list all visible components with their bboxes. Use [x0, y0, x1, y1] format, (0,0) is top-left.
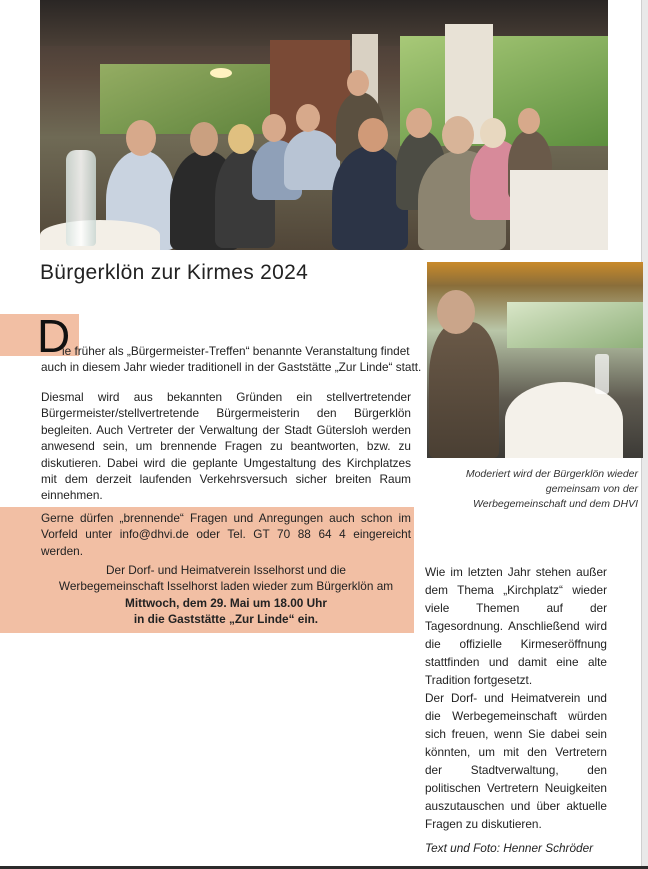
author-credit: Text und Foto: Henner Schröder [425, 841, 594, 855]
invitation-line: Werbegemeinschaft Isselhorst laden wieder zum Bürgerklön am [58, 579, 394, 594]
photo-caption [432, 467, 638, 512]
invitation-text [41, 562, 411, 628]
drop-cap: D [37, 310, 71, 362]
article-title: Bürgerklön zur Kirmes 2024 [40, 261, 309, 284]
right-paragraph: Der Dorf- und Heimatverein und die Werbegemeinschaft würden sich freuen, wenn Sie dabei sein könnten, um mit den Vertretern der Stadtverwaltung, den politischen Vertretern Neuigkeiten auszutauschen und über aktuelle Fragen zu diskutieren. [425, 691, 607, 831]
caption-line: Moderiert wird der Bürgerklön wieder [465, 468, 638, 480]
contact-paragraph: Gerne dürfen „brennende“ Fragen und Anregungen auch schon im Vorfeld unter info@dhvi.de oder Tel. GT 70 88 64 4 eingereicht werden. [41, 511, 411, 558]
right-column-text [425, 563, 607, 833]
invitation-date: Mittwoch, dem 29. Mai um 18.00 Uhr [125, 595, 327, 610]
intro-line: ie früher als „Bürgermeister-Treffen“ benannte Veranstaltung findet [62, 344, 410, 358]
intro-line: auch in diesem Jahr wieder traditionell in der Gaststätte „Zur Linde“ statt. [41, 360, 422, 374]
event-photo-moderator [427, 262, 643, 458]
caption-line: Werbegemeinschaft und dem DHVI [473, 498, 638, 510]
event-photo-main [40, 0, 608, 250]
invitation-line: Der Dorf- und Heimatverein Isselhorst und die [106, 563, 346, 577]
caption-line: gemeinsam von der [545, 483, 638, 495]
body-paragraph: Diesmal wird aus bekannten Gründen ein stellvertretender Bürgermeister/stellvertretende Bürgermeisterin den Bürgerklön begleiten. Auch Vertreter der Verwaltung der Stadt Gütersloh werden anwesend sein, um brennende Fragen zu beantworten, bzw. zu diskutieren. Dabei wird die geplante Umgestaltung des Kirchplatzes mit dem derzeit laufenden Verkehrsversuch sicher breiten Raum einnehmen. [41, 390, 411, 503]
invitation-place: in die Gaststätte „Zur Linde“ ein. [133, 612, 319, 627]
right-paragraph: Wie im letzten Jahr stehen außer dem Thema „Kirchplatz“ wieder viele Themen auf der Tagesordnung. Anschließend wird die offizielle Kirmeseröffnung stattfinden und damit eine alte Tradition fortgesetzt. [425, 565, 607, 687]
